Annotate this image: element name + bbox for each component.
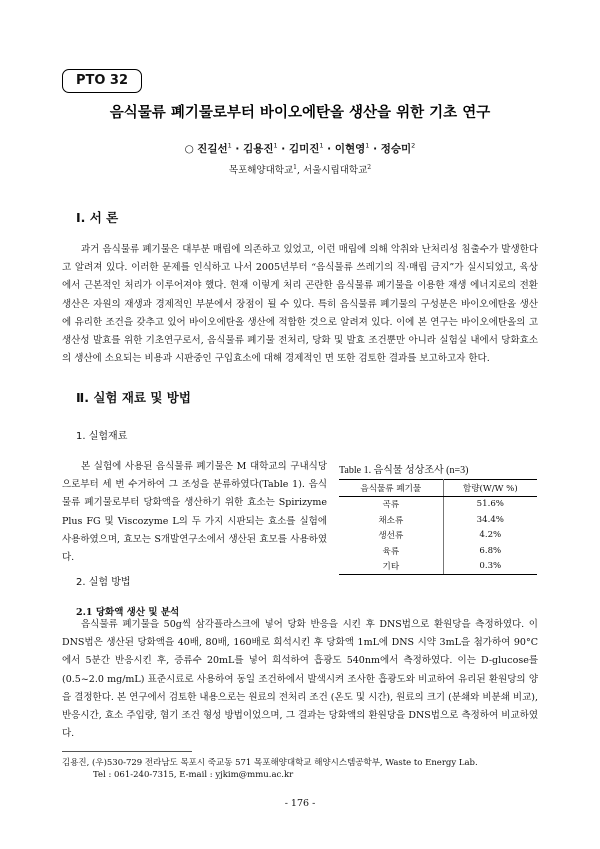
author-name: 김용진 (243, 143, 274, 155)
author-separator: · (277, 143, 289, 155)
composition-table (339, 479, 537, 575)
author-name: 정승미 (380, 143, 412, 155)
table-cell-category: 육류 (339, 543, 443, 559)
footnote-divider (62, 751, 192, 752)
table-cell-category: 생선류 (339, 528, 443, 544)
author-name: 김미진 (288, 143, 320, 155)
intro-heading: Ⅰ. 서 론 (76, 210, 119, 225)
table-row (339, 543, 537, 559)
table-row (339, 512, 537, 528)
author-list (0, 141, 600, 156)
author-separator: · (369, 143, 381, 155)
author-separator: · (323, 143, 335, 155)
table-row (339, 496, 537, 512)
materials-paragraph: 본 실험에 사용된 음식물류 폐기물은 M 대학교의 구내식당으로부터 세 번 수거하여 그 조성을 분류하였다(Table 1). 음식물류 폐기물로부터 당화액을 생산하기 위한 효소는 Spirizyme Plus FG 및 Viscozyme L의 두 가지 시판되는 효소를 실험에 사용하였으며, 효모는 S개발연구소에서 생산된 효모를 사용하였다. (62, 461, 327, 564)
page-number: - 176 - (284, 798, 316, 809)
table-row (339, 528, 537, 544)
affiliation-mark: 1 (293, 163, 297, 171)
table-cell-category: 채소류 (339, 512, 443, 528)
table-cell-category: 기타 (339, 559, 443, 575)
paper-title: 음식물류 폐기물로부터 바이오에탄올 생산을 위한 기초 연구 (109, 105, 491, 121)
table-header-content: 함량(W/W %) (443, 480, 537, 497)
author-affiliation-mark: 1 (273, 141, 278, 150)
footnote-contact: Tel : 061-240-7315, E-mail : yjkim@mmu.ac.kr (93, 770, 294, 780)
composition-table-block (339, 461, 537, 575)
table-cell-content: 0.3% (443, 559, 537, 575)
affiliations (0, 162, 600, 176)
session-code-badge: PTO 32 (62, 69, 142, 93)
author-affiliation-mark: 1 (319, 141, 324, 150)
materials-heading: 1. 실험재료 (76, 431, 128, 442)
author-affiliation-mark: 1 (365, 141, 370, 150)
author-name: 이현영 (334, 143, 366, 155)
saccharification-subheading: 2.1 당화액 생산 및 분석 (76, 607, 180, 618)
table-cell-content: 4.2% (479, 530, 502, 541)
author-separator: · (231, 143, 244, 155)
method-heading: 2. 실험 방법 (76, 577, 131, 588)
footnote-address: 김용진, (우)530-729 전라남도 목포시 죽교동 571 목포해양대학교 해양시스템공학부, Waste to Energy Lab. (62, 758, 478, 768)
table-cell-category: 곡류 (339, 496, 443, 512)
affiliation-name: 목포해양대학교 (228, 165, 294, 176)
affiliation-separator: , (296, 165, 304, 176)
presenter-mark: ○ (184, 143, 198, 155)
methods-heading: Ⅱ. 실험 재료 및 방법 (76, 390, 191, 405)
author-affiliation-mark: 1 (227, 141, 232, 150)
table-cell-content: 51.6% (476, 499, 504, 510)
author-affiliation-mark: 2 (411, 141, 416, 150)
table-header-waste: 음식물류 폐기물 (339, 480, 443, 497)
intro-paragraph: 과거 음식물류 폐기물은 대부분 매립에 의존하고 있었고, 이런 매립에 의해 악취와 난처리성 침출수가 발생한다고 알려져 있다. 이러한 문제를 인식하고 나서 2005년부터 “음식물류 쓰레기의 직·매립 금지”가 실시되었고, 육상에서 근본적인 처리가 이루어져야 했다. 현재 이렇게 처리 곤란한 음식물류 폐기물을 이용한 재생 에너지로의 전환생산은 자원의 재생과 경제적인 부분에서 장점이 될 수 있다. 특히 음식물류 폐기물의 구성분은 바이오에탄올 생산에 유리한 조건을 갖추고 있어 바이오에탄올 생산에 적합한 것으로 알려져 있다. 이에 본 연구는 바이오에탄올의 고 생산성 발효를 위한 기초연구로서, 음식물류 폐기물 전처리, 당화 및 발효 조건뿐만 아니라 실험실 내에서 당화효소의 생산에 소요되는 비용과 시판중인 구입효소에 대해 경제적인 면 또한 검토한 결과를 보고하고자 한다. (62, 244, 538, 365)
table-row (339, 559, 537, 575)
table-cell-content: 34.4% (476, 514, 504, 525)
table-caption: Table 1. 음식물 성상조사 (n=3) (339, 465, 469, 476)
author-name: 진길선 (197, 143, 228, 155)
table-cell-content: 6.8% (479, 545, 502, 556)
method-paragraph: 음식물류 폐기물을 50g씩 삼각플라스크에 넣어 당화 반응을 시킨 후 DNS법으로 환원당을 측정하였다. 이 DNS법은 생산된 당화액을 40배, 80배, 160배로 희석시킨 후 당화액 1mL에 DNS 시약 3mL을 첨가하여 90°C에서 5분간 반응시킨 후, 증류수 20mL를 넣어 희석하여 흡광도 540nm에서 측정하였다. 이는 D-glucose를 (0.5~2.0 mg/mL) 표준시료로 사용하여 동일 조건하에서 발색시켜 조사한 흡광도와 비교하여 유리된 환원당의 양을 결정한다. 본 연구에서 검토한 내용으로는 원료의 전처리 조건 (온도 및 시간), 원료의 크기 (분쇄와 비분쇄 비교), 반응시간, 효소 주입량, 혐기 조건 형성 방법이었으며, 그 결과는 당화액의 환원당을 DNS법으로 측정하여 비교하였다. (62, 619, 538, 740)
affiliation-name: 서울시립대학교 (303, 165, 368, 176)
affiliation-mark: 2 (367, 163, 372, 171)
